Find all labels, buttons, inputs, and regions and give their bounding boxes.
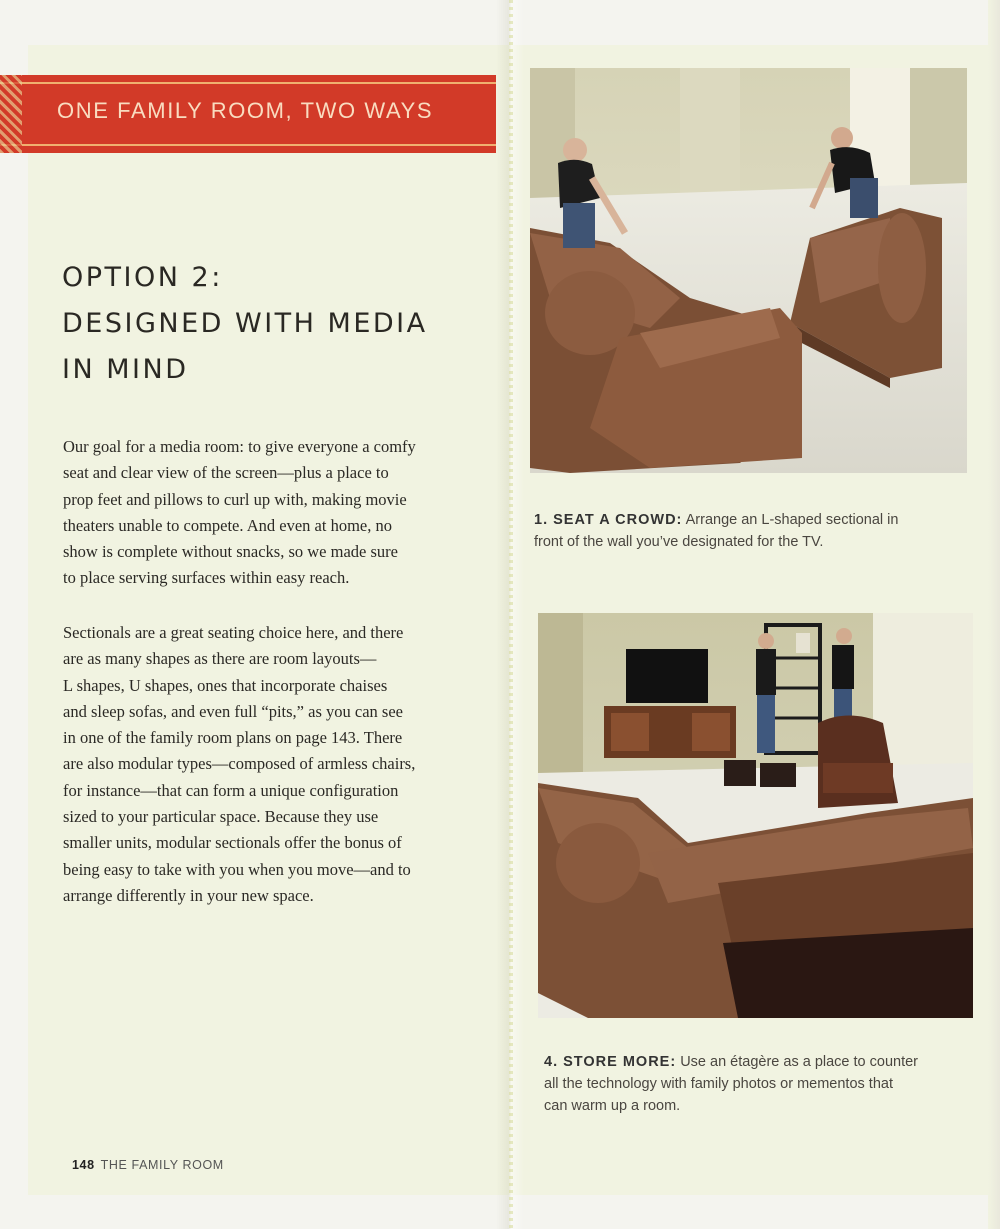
caption-text: Use an étagère as a place to counter: [680, 1054, 918, 1070]
text-line: smaller units, modular sectionals offer the bonus of: [63, 833, 402, 853]
body-paragraph-1: [63, 434, 493, 592]
text-line: in one of the family room plans on page 143. There: [63, 728, 403, 748]
caption-lead: 4. STORE MORE:: [544, 1054, 677, 1070]
text-line: arrange differently in your new space.: [63, 885, 314, 905]
heading-line: DESIGNED WITH MEDIA: [62, 308, 428, 339]
gutter-dotted-line: [509, 0, 513, 1229]
body-paragraph-2: [63, 620, 493, 909]
photo-store-more: [538, 613, 973, 1018]
caption-lead: 1. SEAT A CROWD:: [534, 512, 683, 528]
text-line: seat and clear view of the screen—plus a place to: [63, 463, 389, 483]
caption-text: Arrange an L-shaped sectional in: [685, 512, 899, 528]
text-line: are as many shapes as there are room layouts—: [63, 649, 377, 669]
caption-text: can warm up a room.: [544, 1098, 681, 1114]
text-line: and sleep sofas, and even full “pits,” as you can see: [63, 701, 403, 721]
footer-section-title: THE FAMILY ROOM: [100, 1158, 224, 1172]
banner-pattern-trim: [0, 75, 22, 153]
text-line: for instance—that can form a unique configuration: [63, 780, 399, 800]
text-line: to place serving surfaces within easy reach.: [63, 568, 350, 588]
text-line: are also modular types—composed of armless chairs,: [63, 754, 416, 774]
sectional-arranging-photo: [530, 68, 967, 473]
caption-store-more: [544, 1051, 974, 1117]
caption-line: [534, 509, 964, 531]
section-banner-title: ONE FAMILY ROOM, TWO WAYS: [57, 98, 434, 123]
caption-text: front of the wall you’ve designated for the TV.: [534, 534, 824, 550]
caption-line: [544, 1051, 974, 1073]
heading-line: IN MIND: [62, 354, 189, 385]
heading-line: OPTION 2:: [62, 262, 223, 293]
text-line: being easy to take with you when you move—and to: [63, 859, 411, 879]
caption-text: all the technology with family photos or mementos that: [544, 1076, 893, 1092]
media-room-photo: [538, 613, 973, 1018]
page-heading: [62, 255, 492, 393]
text-line: sized to your particular space. Because they use: [63, 807, 379, 827]
text-line: Sectionals are a great seating choice here, and there: [63, 623, 404, 642]
page-edge: [988, 0, 1000, 1229]
text-line: prop feet and pillows to curl up with, making movie: [63, 489, 407, 509]
text-line: Our goal for a media room: to give everyone a comfy: [63, 437, 416, 456]
text-line: show is complete without snacks, so we made sure: [63, 542, 398, 562]
text-line: theaters unable to compete. And even at home, no: [63, 515, 392, 535]
page-footer: [72, 1158, 224, 1172]
page-number: 148: [72, 1158, 95, 1172]
text-line: L shapes, U shapes, ones that incorporate chaises: [63, 675, 388, 695]
caption-seat-a-crowd: [534, 509, 964, 553]
photo-seat-a-crowd: [530, 68, 967, 473]
